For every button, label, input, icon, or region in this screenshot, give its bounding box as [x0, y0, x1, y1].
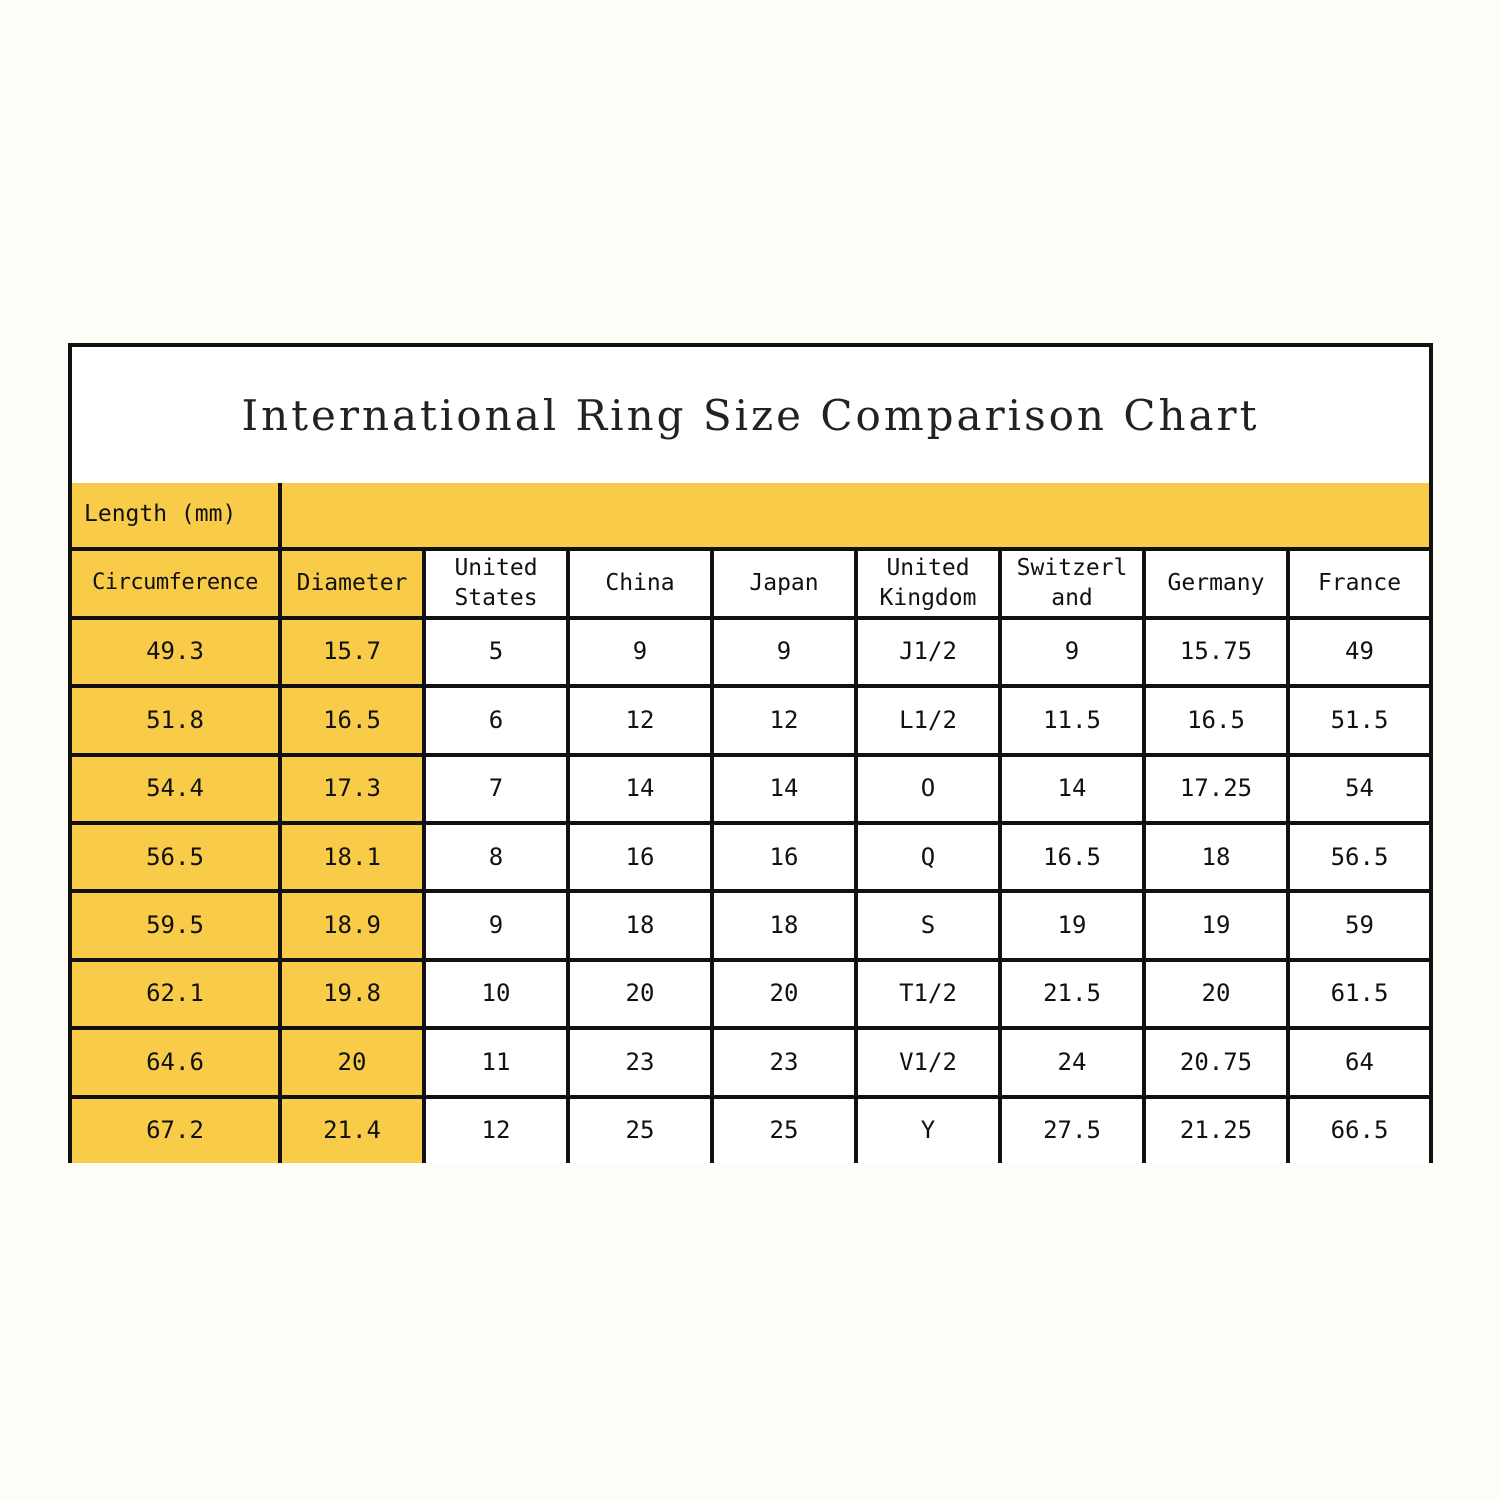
table-cell: 21.4: [282, 1099, 422, 1163]
table-cell: 16.5: [1002, 825, 1142, 889]
table-cell: 18: [1146, 825, 1286, 889]
table-cell: 51.8: [72, 688, 278, 752]
table-cell: 6: [426, 688, 566, 752]
table-cell: 25: [570, 1099, 710, 1163]
table-cell: 16: [714, 825, 854, 889]
table-cell: 67.2: [72, 1099, 278, 1163]
table-cell: 8: [426, 825, 566, 889]
table-cell: 19: [1146, 893, 1286, 957]
table-cell: 59.5: [72, 893, 278, 957]
table-cell: J1/2: [858, 620, 998, 684]
table-cell: 56.5: [1290, 825, 1429, 889]
table-cell: 12: [570, 688, 710, 752]
table-cell: 19.8: [282, 962, 422, 1026]
table-cell: Q: [858, 825, 998, 889]
table-cell: 21.25: [1146, 1099, 1286, 1163]
table-cell: 15.75: [1146, 620, 1286, 684]
table-cell: 14: [570, 757, 710, 821]
table-cell: 20: [570, 962, 710, 1026]
table-cell: T1/2: [858, 962, 998, 1026]
table-cell: 11: [426, 1030, 566, 1094]
table-cell: 64: [1290, 1030, 1429, 1094]
table-cell: 20: [282, 1030, 422, 1094]
table-cell: 9: [426, 893, 566, 957]
column-header: Switzerl and: [1002, 551, 1142, 615]
length-group-label: Length (mm): [72, 483, 278, 547]
table-cell: 61.5: [1290, 962, 1429, 1026]
column-header: Germany: [1146, 551, 1286, 615]
table-cell: V1/2: [858, 1030, 998, 1094]
column-header: United Kingdom: [858, 551, 998, 615]
table-cell: 49: [1290, 620, 1429, 684]
table-cell: 18.1: [282, 825, 422, 889]
table-cell: 18: [570, 893, 710, 957]
table-cell: 9: [570, 620, 710, 684]
table-cell: 59: [1290, 893, 1429, 957]
column-header: Diameter: [282, 551, 422, 615]
table-cell: 17.25: [1146, 757, 1286, 821]
table-cell: 27.5: [1002, 1099, 1142, 1163]
table-cell: 12: [426, 1099, 566, 1163]
table-cell: 25: [714, 1099, 854, 1163]
table-cell: 56.5: [72, 825, 278, 889]
column-header: United States: [426, 551, 566, 615]
table-cell: 16: [570, 825, 710, 889]
table-cell: 20: [714, 962, 854, 1026]
table-cell: 62.1: [72, 962, 278, 1026]
table-cell: 54: [1290, 757, 1429, 821]
column-header: Japan: [714, 551, 854, 615]
column-header: Circumference: [72, 551, 278, 615]
table-cell: 54.4: [72, 757, 278, 821]
table-cell: 19: [1002, 893, 1142, 957]
group-header-fill: [282, 483, 1429, 547]
table-cell: 18.9: [282, 893, 422, 957]
table-cell: 23: [570, 1030, 710, 1094]
table-cell: S: [858, 893, 998, 957]
column-header: France: [1290, 551, 1429, 615]
table-cell: 9: [1002, 620, 1142, 684]
table-cell: 49.3: [72, 620, 278, 684]
table-cell: 20.75: [1146, 1030, 1286, 1094]
table-cell: 16.5: [1146, 688, 1286, 752]
ring-size-chart: [68, 343, 1433, 1163]
table-cell: 64.6: [72, 1030, 278, 1094]
table-cell: 15.7: [282, 620, 422, 684]
table-cell: 16.5: [282, 688, 422, 752]
table-cell: 21.5: [1002, 962, 1142, 1026]
table-cell: 17.3: [282, 757, 422, 821]
table-cell: 12: [714, 688, 854, 752]
table-cell: 51.5: [1290, 688, 1429, 752]
column-header: China: [570, 551, 710, 615]
table-cell: 14: [1002, 757, 1142, 821]
table-cell: 23: [714, 1030, 854, 1094]
table-cell: 11.5: [1002, 688, 1142, 752]
table-cell: L1/2: [858, 688, 998, 752]
chart-title: International Ring Size Comparison Chart: [72, 347, 1429, 483]
table-cell: 20: [1146, 962, 1286, 1026]
table-cell: 14: [714, 757, 854, 821]
table-cell: 18: [714, 893, 854, 957]
table-cell: Y: [858, 1099, 998, 1163]
table-cell: 66.5: [1290, 1099, 1429, 1163]
table-cell: O: [858, 757, 998, 821]
table-cell: 24: [1002, 1030, 1142, 1094]
table-cell: 5: [426, 620, 566, 684]
table-cell: 9: [714, 620, 854, 684]
table-cell: 7: [426, 757, 566, 821]
size-table: [72, 483, 1429, 1159]
table-cell: 10: [426, 962, 566, 1026]
